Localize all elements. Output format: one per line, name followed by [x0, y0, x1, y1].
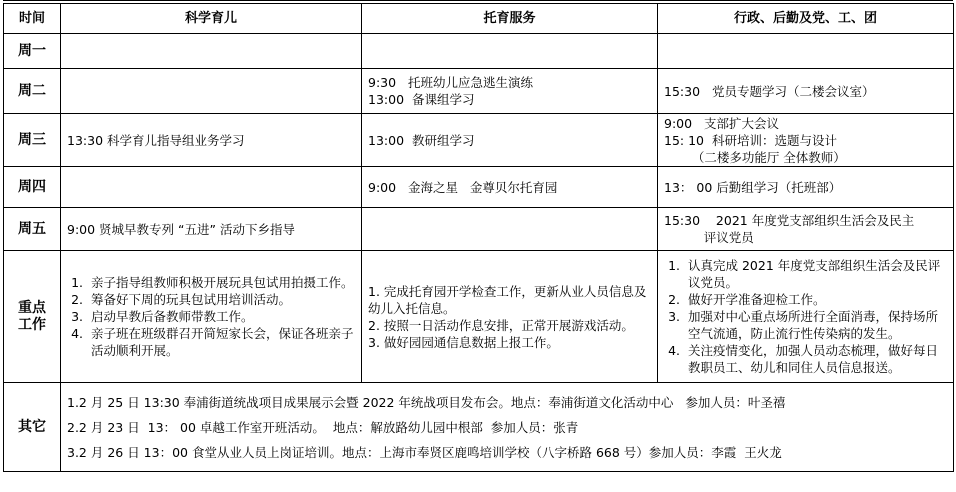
row-other [4, 383, 954, 472]
cell-science [61, 167, 362, 208]
other-item: 2.2 月 23 日 13： 00 卓越工作室开班活动。 地点：解放路幼儿园中根部 参加人员：张青 [67, 419, 579, 435]
entry: 13:00 备课组学习 [368, 92, 475, 107]
cell-childcare [362, 251, 658, 383]
key-work-label: 重点 工作 [18, 299, 46, 333]
entry: 13： 00 后勤组学习（托班部） [664, 179, 842, 195]
cell-science [61, 208, 362, 251]
day-label: 周四 [4, 167, 61, 208]
entry: 13:30 科学育儿指导组业务学习 [67, 132, 245, 148]
day-label: 其它 [4, 383, 61, 472]
entry: 15:30 党员专题学习（二楼会议室） [664, 83, 875, 99]
list-item: 4. 关注疫情变化，加强人员动态梳理，做好每日教职员工、幼儿和同住人员信息报送。 [684, 342, 947, 376]
header-admin-logistics: 行政、后勤及党、工、团 [658, 4, 954, 34]
row-friday [4, 208, 954, 251]
cell-childcare [362, 208, 658, 251]
list-item: 3. 做好园园通信息数据上报工作。 [368, 334, 559, 350]
cell-admin [658, 208, 954, 251]
other-item: 1.2 月 25 日 13:30 奉浦街道统战项目成果展示会暨 2022 年统战项目发布会。地点：奉浦街道文化活动中心 参加人员：叶圣禧 [67, 394, 786, 410]
entry: 评议党员 [664, 230, 754, 245]
day-label [4, 251, 61, 383]
cell-admin [658, 69, 954, 114]
entry: 15:30 2021 年度党支部组织生活会及民主 [664, 213, 915, 228]
cell-science [61, 34, 362, 69]
list-item: 3. 启动早教后备教师带教工作。 [87, 308, 355, 325]
cell-science [61, 251, 362, 383]
entry: （二楼多功能厅 全体教师） [664, 149, 846, 165]
entry: 13:00 教研组学习 [368, 132, 475, 148]
row-tuesday [4, 69, 954, 114]
cell-childcare [362, 34, 658, 69]
day-label: 周二 [4, 69, 61, 114]
header-row [4, 4, 954, 34]
list-item: 2. 筹备好下周的玩具包试用培训活动。 [87, 291, 355, 308]
row-key-work [4, 251, 954, 383]
list-item: 3. 加强对中心重点场所进行全面消毒，保持场所空气流通，防止流行性传染病的发生。 [684, 308, 947, 342]
day-label: 周五 [4, 208, 61, 251]
entry: 9:00 支部扩大会议 [664, 115, 779, 131]
header-time: 时间 [4, 4, 61, 34]
day-label: 周三 [4, 114, 61, 167]
row-wednesday [4, 114, 954, 167]
entry: 15: 10 科研培训：选题与设计 [664, 132, 837, 148]
list-item: 1. 认真完成 2021 年度党支部组织生活会及民评议党员。 [684, 257, 947, 291]
key-work-list [67, 274, 355, 359]
row-thursday [4, 167, 954, 208]
entry: 9:30 托班幼儿应急逃生演练 [368, 75, 533, 90]
header-childcare-service: 托育服务 [362, 4, 658, 34]
cell-childcare [362, 167, 658, 208]
cell-childcare [362, 114, 658, 167]
day-label: 周一 [4, 34, 61, 69]
weekly-schedule-table [3, 3, 954, 472]
list-item: 1. 完成托育园开学检查工作，更新从业人员信息及幼儿入托信息。 [368, 283, 647, 316]
cell-childcare [362, 69, 658, 114]
cell-admin [658, 34, 954, 69]
header-science-parenting: 科学育儿 [61, 4, 362, 34]
cell-other [61, 383, 954, 472]
entry: 9:00 贤城早教专列 “五进” 活动下乡指导 [67, 221, 295, 237]
other-item: 3.2 月 26 日 13：00 食堂从业人员上岗证培训。地点：上海市奉贤区鹿鸣培训学校（八字桥路 668 号）参加人员：李霞 王火龙 [67, 444, 782, 460]
list-item: 2. 做好开学准备迎检工作。 [684, 291, 947, 308]
entry: 9:00 金海之星 金尊贝尔托育园 [368, 179, 558, 195]
cell-science [61, 114, 362, 167]
cell-admin [658, 167, 954, 208]
row-monday [4, 34, 954, 69]
list-item: 2. 按照一日活动作息安排，正常开展游戏活动。 [368, 317, 634, 333]
key-work-list [664, 257, 947, 376]
cell-science [61, 69, 362, 114]
list-item: 1. 亲子指导组教师积极开展玩具包试用拍摄工作。 [87, 274, 355, 291]
cell-admin [658, 251, 954, 383]
cell-admin [658, 114, 954, 167]
list-item: 4. 亲子班在班级群召开简短家长会，保证各班亲子活动顺利开展。 [87, 325, 355, 359]
